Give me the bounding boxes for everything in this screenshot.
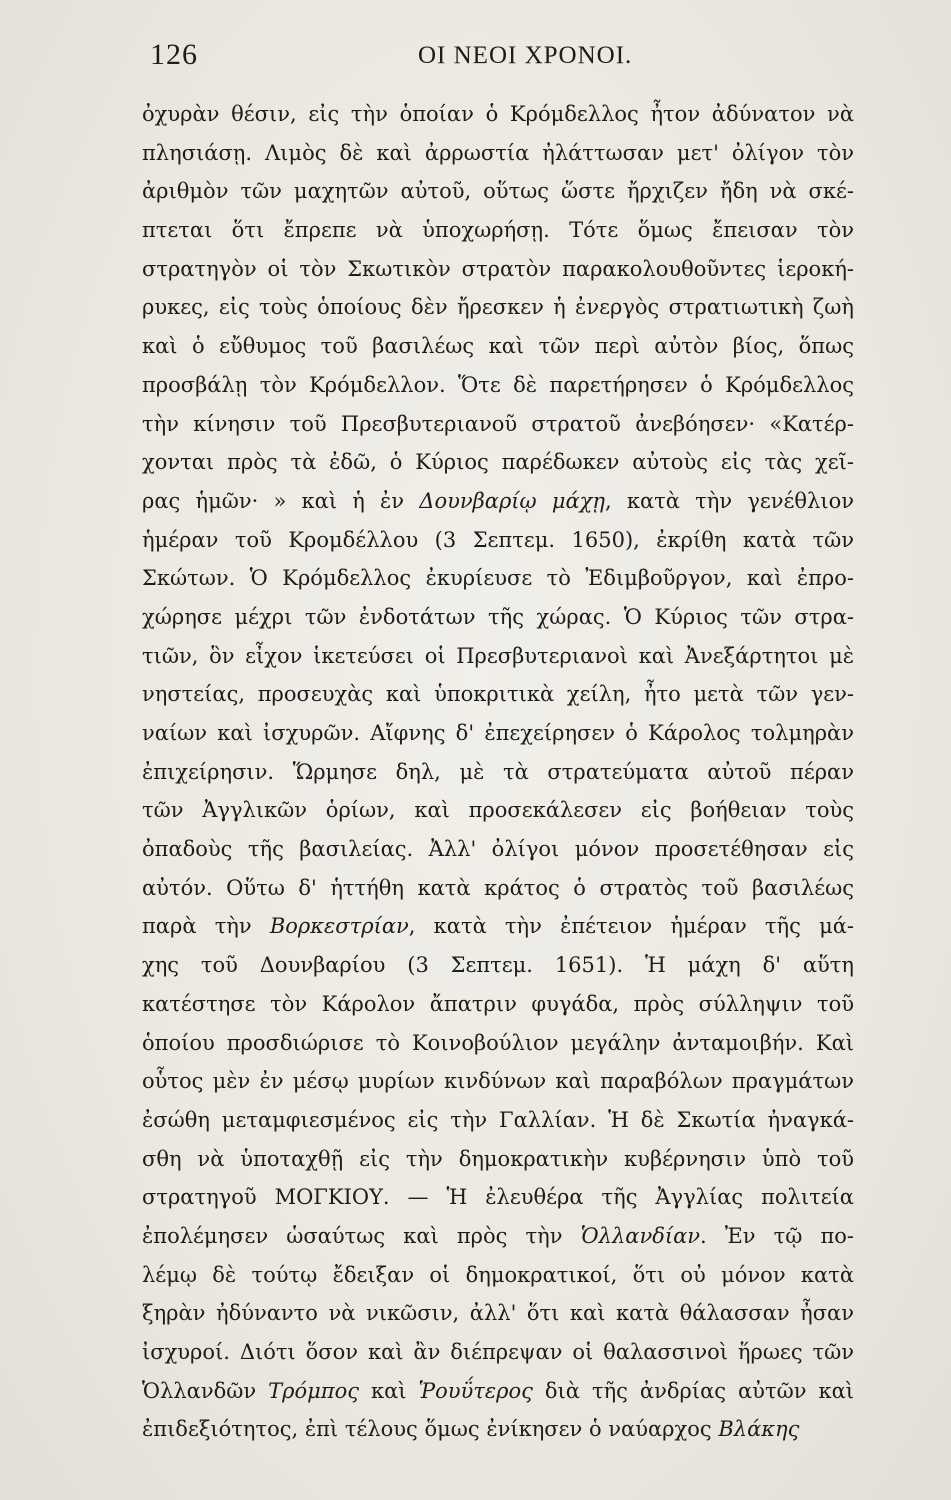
text-segment: ρας ἡμῶν· » καὶ ἡ ἐν [142, 488, 420, 513]
italic-phrase: Βορκεστρίαν [269, 914, 409, 939]
text-segment: καὶ [359, 1378, 419, 1403]
text-line [142, 1372, 854, 1411]
text-line: κατέστησε τὸν Κάρολον ἄπατριν φυγάδα, πρὸς σύλληψιν τοῦ [142, 991, 854, 1016]
text-line [142, 1217, 854, 1256]
italic-phrase: Δουνβαρίῳ μάχῃ [419, 488, 605, 513]
text-line: ὀχυρὰν θέσιν, εἰς τὴν ὁποίαν ὁ Κρόμδελλος ἦτον ἀδύνατον νὰ [142, 102, 854, 126]
text-line: ἰσχυροί. Διότι ὅσον καὶ ἂν διέπρεψαν οἱ θαλασσινοὶ ἥρωες τῶν [142, 1340, 854, 1364]
text-line: ἐσώθη μεταμφιεσμένος εἰς τὴν Γαλλίαν. Ἡ δὲ Σκωτία ἠναγκά- [142, 1107, 854, 1132]
text-line: σθη νὰ ὑποταχθῇ εἰς τὴν δημοκρατικὴν κυβέρνησιν ὑπὸ τοῦ [142, 1146, 854, 1171]
text-segment: ἐπολέμησεν ὡσαύτως καὶ πρὸς τὴν [142, 1223, 581, 1248]
text-line: ἐπιχείρησιν. Ὥρμησε δηλ, μὲ τὰ στρατεύματα αὐτοῦ πέραν [142, 759, 854, 784]
text-line: πτεται ὅτι ἔπρεπε νὰ ὑποχωρήσῃ. Τότε ὅμως ἔπεισαν τὸν [142, 218, 854, 243]
text-line: στρατηγὸν οἱ τὸν Σκωτικὸν στρατὸν παρακολουθοῦντες ἱεροκή- [142, 256, 854, 281]
text-line: ὀπαδοὺς τῆς βασιλείας. Ἀλλ' ὀλίγοι μόνον προσετέθησαν εἰς [142, 837, 854, 862]
text-line: ὁποίου προσδιώρισε τὸ Κοινοβούλιον μεγάλην ἀνταμοιβήν. Καὶ [142, 1030, 854, 1055]
italic-phrase: Ὁλλανδίαν [580, 1223, 701, 1248]
text-line: πλησιάσῃ. Λιμὸς δὲ καὶ ἀρρωστία ἠλάττωσαν μετ' ὀλίγον τὸν [142, 140, 854, 165]
text-line: τὴν κίνησιν τοῦ Πρεσβυτεριανοῦ στρατοῦ ἀνεβόησεν· «Κατέρ- [142, 411, 854, 436]
text-line [142, 1410, 854, 1449]
text-segment: διὰ τῆς ἀνδρίας αὐτῶν καὶ [532, 1378, 854, 1403]
text-line [142, 907, 854, 946]
text-line: χονται πρὸς τὰ ἐδῶ, ὁ Κύριος παρέδωκεν αὐτοὺς εἰς τὰς χεῖ- [142, 450, 854, 475]
page-number: 126 [150, 38, 198, 71]
text-segment: Ὁλλανδῶν [142, 1378, 269, 1403]
text-line: χώρησε μέχρι τῶν ἐνδοτάτων τῆς χώρας. Ὁ Κύριος τῶν στρα- [142, 604, 854, 629]
text-line: νηστείας, προσευχὰς καὶ ὑποκριτικὰ χείλη, ἦτο μετὰ τῶν γεν- [142, 682, 854, 707]
text-segment: , κατὰ τὴν ἐπέτειον ἡμέραν τῆς μά- [408, 914, 854, 939]
text-line: λέμῳ δὲ τούτῳ ἔδειξαν οἱ δημοκρατικοί, ὅτι οὐ μόνον κατὰ [142, 1262, 854, 1287]
text-line: αὐτόν. Οὕτω δ' ἡττήθη κατὰ κράτος ὁ στρατὸς τοῦ βασιλέως [142, 875, 854, 900]
text-line: ρυκες, εἰς τοὺς ὁποίους δὲν ἤρεσκεν ἡ ἐνεργὸς στρατιωτικὴ ζωὴ [142, 295, 854, 320]
text-line: τῶν Ἀγγλικῶν ὁρίων, καὶ προσεκάλεσεν εἰς βοήθειαν τοὺς [142, 798, 854, 823]
running-head: ΟΙ ΝΕΟΙ ΧΡΟΝΟΙ. [418, 42, 633, 69]
text-line: ἡμέραν τοῦ Κρομδέλλου (3 Σεπτεμ. 1650), ἐκρίθη κατὰ τῶν [142, 527, 854, 552]
italic-phrase: Ῥουΰτερος [418, 1378, 533, 1403]
italic-phrase: Βλάκης [718, 1417, 800, 1442]
text-line: Σκώτων. Ὁ Κρόμδελλος ἐκυρίευσε τὸ Ἐδιμβοῦργον, καὶ ἐπρο- [142, 566, 854, 591]
body-text [142, 95, 854, 1449]
text-line: ναίων καὶ ἰσχυρῶν. Αἴφνης δ' ἐπεχείρησεν ὁ Κάρολος τολμηρὰν [142, 721, 854, 745]
text-segment: , κατὰ τὴν γενέθλιον [604, 488, 854, 513]
text-segment: παρὰ τὴν [142, 914, 270, 939]
text-line: τιῶν, ὃν εἶχον ἱκετεύσει οἱ Πρεσβυτεριανοὶ καὶ Ἀνεξάρτητοι μὲ [142, 643, 854, 668]
page-header [0, 38, 951, 78]
text-line: προσβάλῃ τὸν Κρόμδελλον. Ὅτε δὲ παρετήρησεν ὁ Κρόμδελλος [142, 372, 854, 397]
text-line: οὗτος μὲν ἐν μέσῳ μυρίων κινδύνων καὶ παραβόλων πραγμάτων [142, 1069, 854, 1094]
text-line: ἀριθμὸν τῶν μαχητῶν αὐτοῦ, οὕτως ὥστε ἤρχιζεν ἤδη νὰ σκέ- [142, 179, 854, 204]
text-line: καὶ ὁ εὔθυμος τοῦ βασιλέως καὶ τῶν περὶ αὐτὸν βίος, ὅπως [142, 334, 854, 359]
text-line [142, 482, 854, 521]
text-segment: . Ἐν τῷ πο- [700, 1223, 854, 1248]
text-line: χης τοῦ Δουνβαρίου (3 Σεπτεμ. 1651). Ἡ μάχη δ' αὕτη [142, 953, 854, 978]
text-line: ξηρὰν ἠδύναντο νὰ νικῶσιν, ἀλλ' ὅτι καὶ κατὰ θάλασσαν ἦσαν [142, 1301, 854, 1326]
italic-phrase: Τρόμπος [268, 1378, 359, 1403]
text-line: στρατηγοῦ ΜΟΓΚΙΟΥ. — Ἡ ἐλευθέρα τῆς Ἀγγλίας πολιτεία [142, 1185, 854, 1210]
text-segment: ἐπιδεξιότητος, ἐπὶ τέλους ὅμως ἐνίκησεν ὁ ναύαρχος [142, 1417, 719, 1442]
